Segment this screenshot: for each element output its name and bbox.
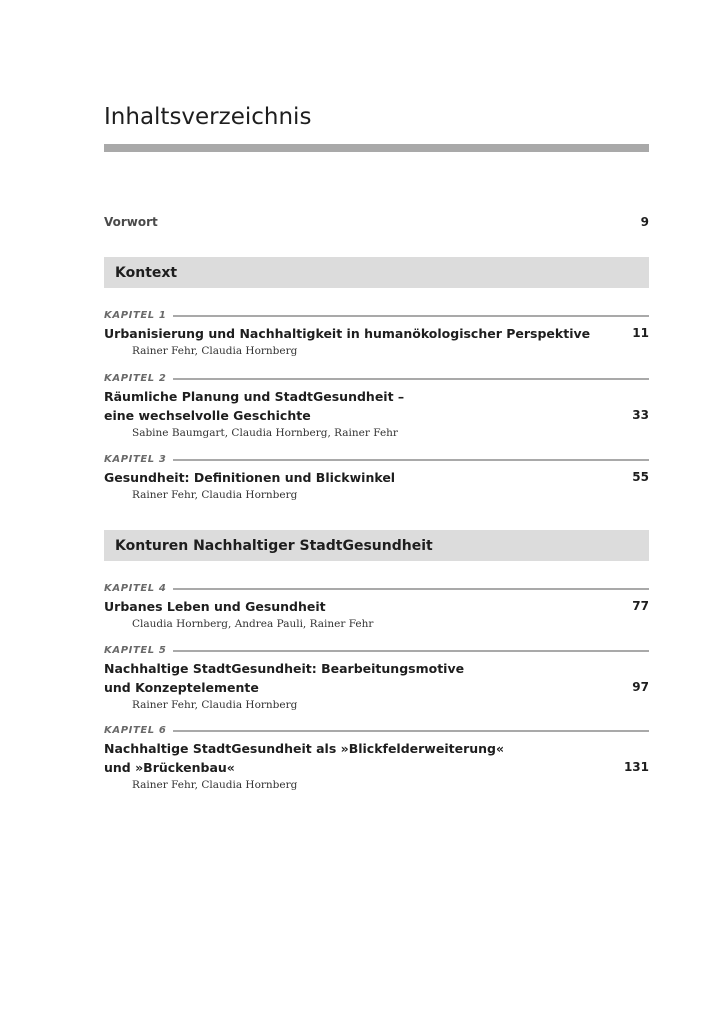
chapter-title-line: Nachhaltige StadtGesundheit als »Blickfelderweiterung« xyxy=(104,741,505,756)
toc-entry-kapitel-2[interactable] xyxy=(104,371,649,440)
page-title: Inhaltsverzeichnis xyxy=(104,104,312,130)
chapter-title-line: eine wechselvolle Geschichte xyxy=(104,408,311,423)
chapter-authors: Rainer Fehr, Claudia Hornberg xyxy=(132,779,298,791)
chapter-label: KAPITEL 4 xyxy=(104,582,167,594)
chapter-title-line: Räumliche Planung und StadtGesundheit – xyxy=(104,389,405,404)
chapter-title-block xyxy=(104,659,649,697)
chapter-page-number: 55 xyxy=(632,470,649,484)
chapter-label: KAPITEL 5 xyxy=(104,644,167,656)
vorwort-page-number: 9 xyxy=(640,215,649,229)
chapter-label: KAPITEL 3 xyxy=(104,453,167,465)
chapter-title[interactable] xyxy=(104,387,649,425)
chapter-title[interactable] xyxy=(104,659,649,697)
chapter-rule xyxy=(173,650,649,652)
chapter-rule xyxy=(173,378,649,380)
chapter-title-line: und »Brückenbau« xyxy=(104,760,235,775)
chapter-page-number: 131 xyxy=(623,760,649,774)
chapter-authors: Rainer Fehr, Claudia Hornberg xyxy=(132,345,298,357)
chapter-rule xyxy=(173,315,649,317)
title-rule xyxy=(104,144,649,152)
chapter-label: KAPITEL 2 xyxy=(104,372,167,384)
toc-entry-kapitel-3[interactable] xyxy=(104,452,649,502)
chapter-title-line: Urbanes Leben und Gesundheit xyxy=(104,599,326,614)
chapter-label-row xyxy=(104,371,649,385)
chapter-title-block xyxy=(104,324,649,343)
chapter-label: KAPITEL 6 xyxy=(104,724,167,736)
chapter-page-number: 97 xyxy=(632,680,649,694)
chapter-title[interactable] xyxy=(104,739,649,777)
section-header-kontext xyxy=(104,257,649,288)
chapter-title[interactable] xyxy=(104,597,649,616)
chapter-page-number: 77 xyxy=(632,599,649,613)
chapter-page-number: 11 xyxy=(632,326,649,340)
chapter-label-row xyxy=(104,723,649,737)
toc-entry-kapitel-5[interactable] xyxy=(104,643,649,712)
chapter-label-row xyxy=(104,452,649,466)
chapter-title-line: und Konzeptelemente xyxy=(104,680,259,695)
chapter-rule xyxy=(173,459,649,461)
chapter-authors: Sabine Baumgart, Claudia Hornberg, Rainer Fehr xyxy=(132,427,398,439)
chapter-title-line: Nachhaltige StadtGesundheit: Bearbeitungsmotive xyxy=(104,661,465,676)
vorwort-label: Vorwort xyxy=(104,215,158,229)
section-header-konturen xyxy=(104,530,649,561)
chapter-authors: Rainer Fehr, Claudia Hornberg xyxy=(132,489,298,501)
chapter-label-row xyxy=(104,581,649,595)
chapter-title-block xyxy=(104,739,649,777)
toc-entry-kapitel-6[interactable] xyxy=(104,723,649,792)
chapter-title-block xyxy=(104,597,649,616)
section-title: Kontext xyxy=(115,264,178,281)
toc-entry-vorwort[interactable] xyxy=(104,215,649,229)
chapter-label: KAPITEL 1 xyxy=(104,309,167,321)
chapter-title-line: Gesundheit: Definitionen und Blickwinkel xyxy=(104,470,396,485)
chapter-authors: Rainer Fehr, Claudia Hornberg xyxy=(132,699,298,711)
chapter-authors: Claudia Hornberg, Andrea Pauli, Rainer Fehr xyxy=(132,618,374,630)
toc-entry-kapitel-1[interactable] xyxy=(104,308,649,358)
section-title: Konturen Nachhaltiger StadtGesundheit xyxy=(115,537,433,554)
chapter-rule xyxy=(173,730,649,732)
chapter-label-row xyxy=(104,308,649,322)
chapter-label-row xyxy=(104,643,649,657)
chapter-title[interactable] xyxy=(104,468,649,487)
chapter-title-line: Urbanisierung und Nachhaltigkeit in humanökologischer Perspektive xyxy=(104,326,591,341)
chapter-title-block xyxy=(104,468,649,487)
chapter-page-number: 33 xyxy=(632,408,649,422)
chapter-rule xyxy=(173,588,649,590)
chapter-title-block xyxy=(104,387,649,425)
chapter-title[interactable] xyxy=(104,324,649,343)
toc-entry-kapitel-4[interactable] xyxy=(104,581,649,631)
